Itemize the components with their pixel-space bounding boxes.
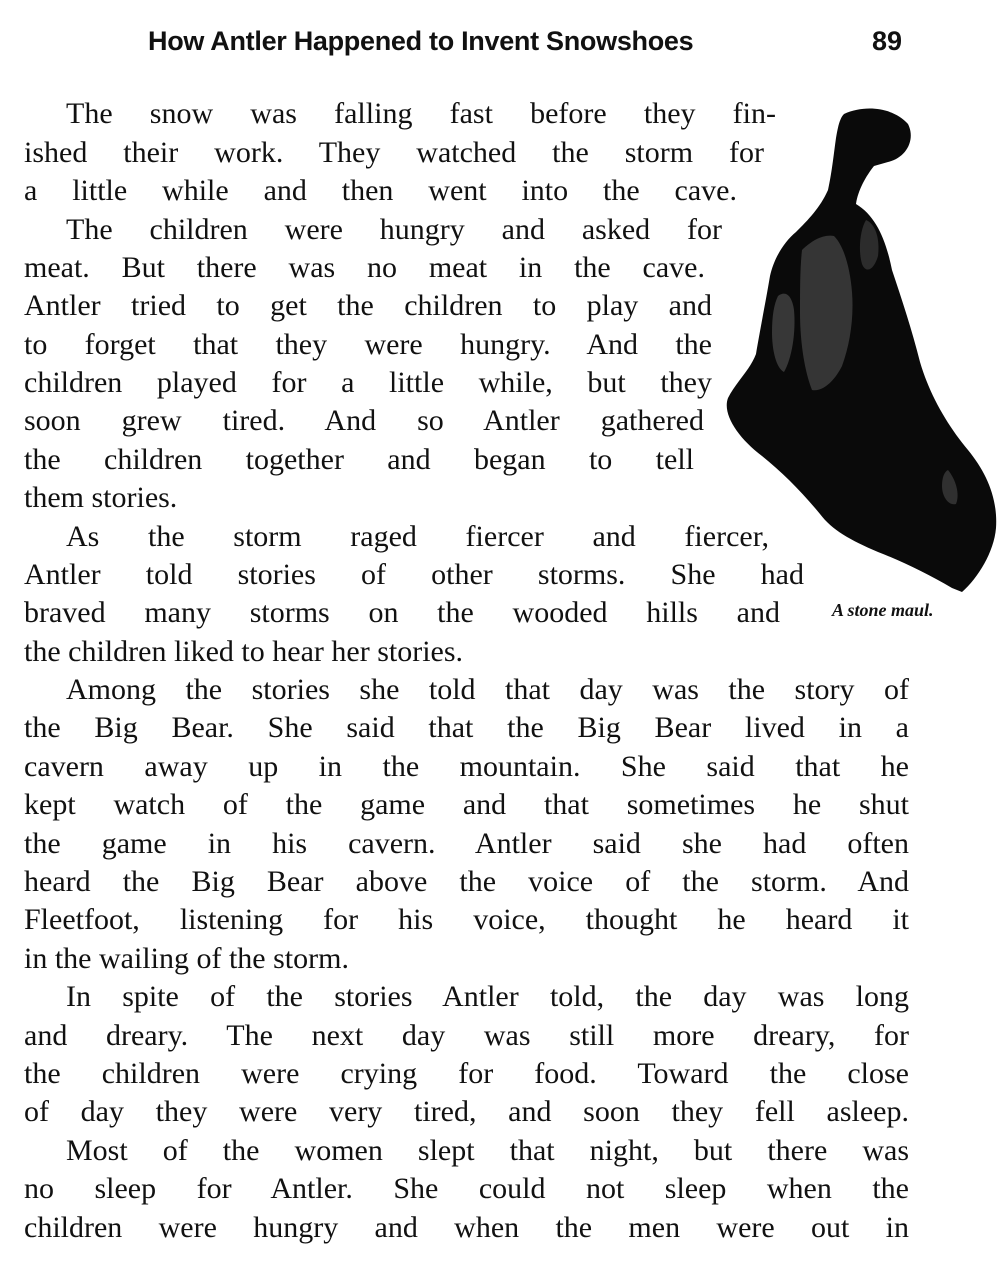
text-line: to forget that they were hungry. And the (24, 328, 712, 361)
text-line: a little while and then went into the cave. (24, 174, 737, 207)
text-line: Antler tried to get the children to play and (24, 289, 712, 322)
text-line: braved many storms on the wooded hills and (24, 596, 780, 629)
text-line: Among the stories she told that day was the story of (66, 673, 909, 706)
text-line: cavern away up in the mountain. She said that he (24, 750, 909, 783)
stone-maul-shape (727, 109, 996, 592)
text-line: the Big Bear. She said that the Big Bear lived in a (24, 711, 909, 744)
text-line: The children were hungry and asked for (66, 213, 722, 246)
text-line: the children liked to hear her stories. (24, 635, 464, 668)
text-line: children played for a little while, but they (24, 366, 712, 399)
text-line: and dreary. The next day was still more dreary, for (24, 1019, 909, 1052)
text-line: Most of the women slept that night, but there was (66, 1134, 909, 1167)
figure-caption: A stone maul. (832, 600, 934, 620)
page-number: 89 (872, 26, 903, 56)
text-line: soon grew tired. And so Antler gathered (24, 404, 704, 437)
text-line: As the storm raged fiercer and fiercer, (66, 520, 769, 553)
text-line: no sleep for Antler. She could not sleep when the (24, 1172, 909, 1205)
text-line: In spite of the stories Antler told, the day was long (66, 980, 909, 1013)
text-line: of day they were very tired, and soon they fell asleep. (24, 1095, 909, 1128)
running-title: How Antler Happened to Invent Snowshoes (148, 26, 694, 56)
text-line: in the wailing of the storm. (24, 942, 349, 975)
text-line: heard the Big Bear above the voice of the storm. And (24, 865, 909, 898)
text-line: meat. But there was no meat in the cave. (24, 251, 705, 284)
text-line: the children were crying for food. Toward the close (24, 1057, 909, 1090)
text-line: children were hungry and when the men were out in (24, 1211, 909, 1244)
text-line: them stories. (24, 481, 178, 514)
text-line: the children together and began to tell (24, 443, 694, 476)
text-line: Antler told stories of other storms. She had (24, 558, 804, 591)
stone-maul-illustration (716, 100, 1000, 600)
text-line: Fleetfoot, listening for his voice, thought he heard it (24, 903, 909, 936)
text-line: ished their work. They watched the storm for (24, 136, 764, 169)
text-line: kept watch of the game and that sometimes he shut (24, 788, 909, 821)
text-line: The snow was falling fast before they fin- (66, 97, 776, 130)
text-line: the game in his cavern. Antler said she had often (24, 827, 909, 860)
